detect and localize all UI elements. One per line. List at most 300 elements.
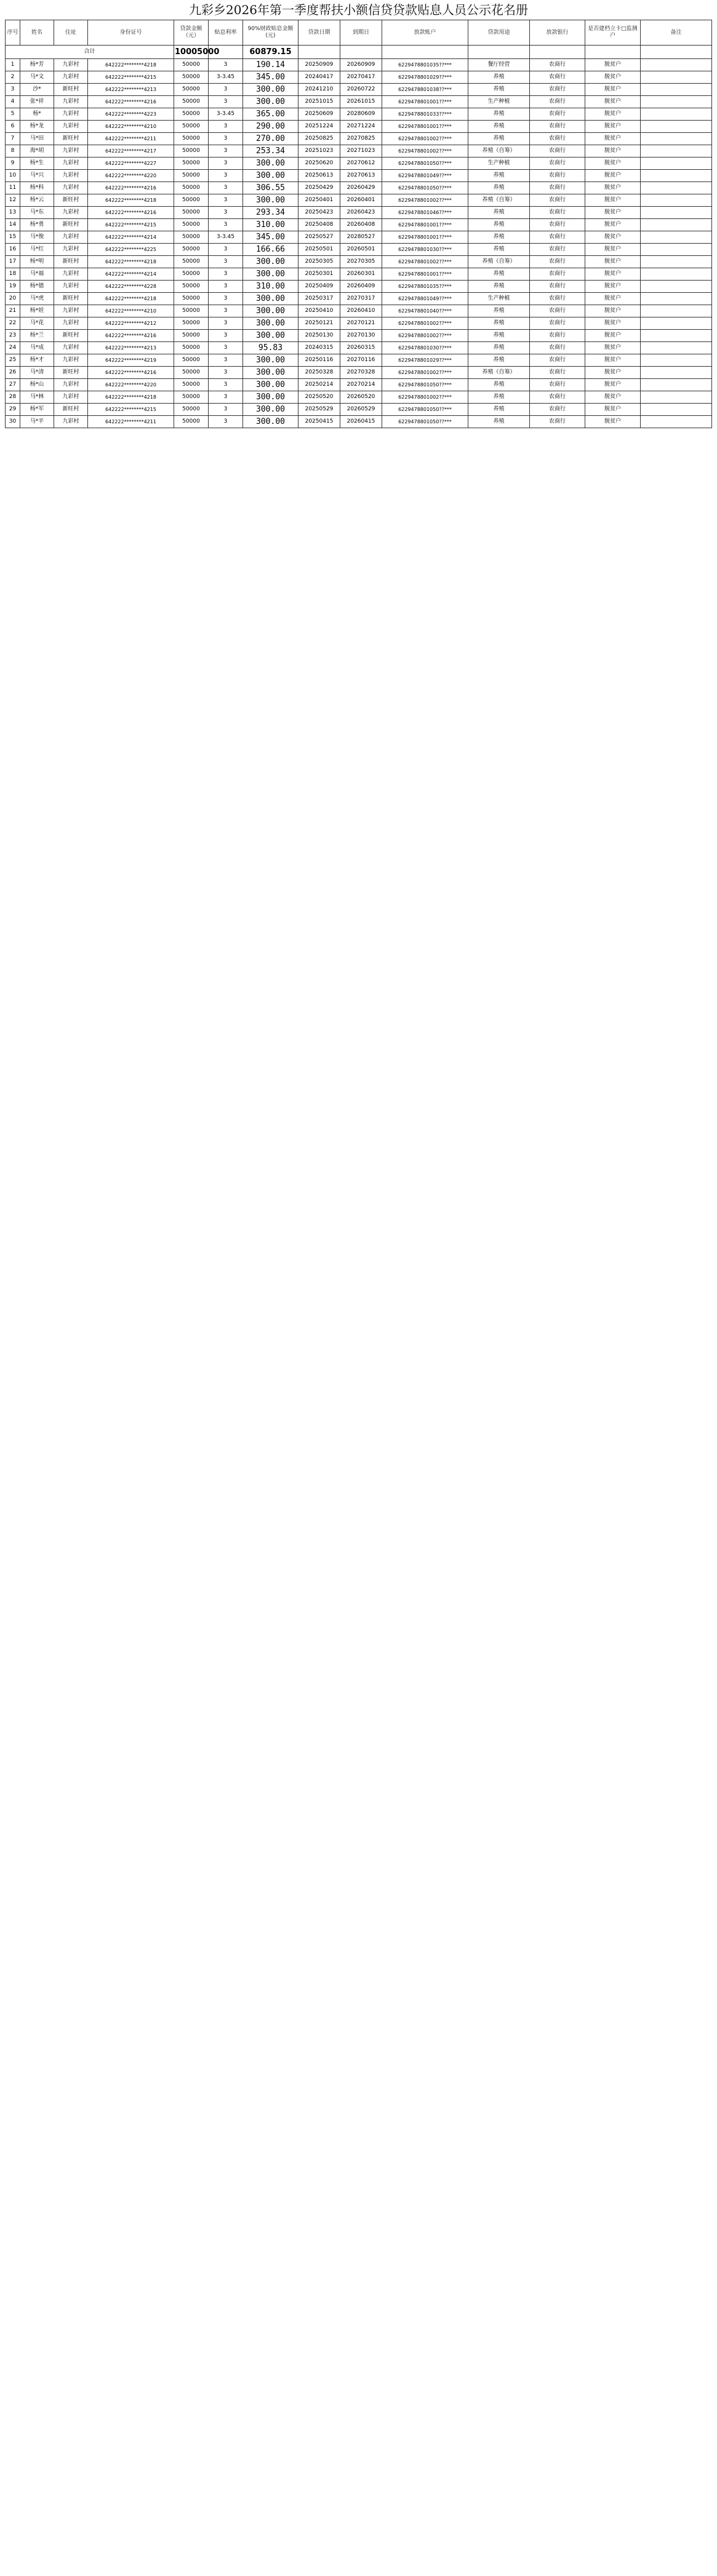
loan-purpose-cell: 养殖 [468, 305, 530, 317]
id-number-cell: 642222********4218 [88, 293, 174, 305]
row-index-cell: 28 [6, 391, 20, 404]
lending-bank-cell: 农商行 [530, 182, 585, 194]
loan-purpose-cell: 养殖 [468, 121, 530, 133]
household-type-cell: 脱贫户 [585, 108, 641, 121]
subsidy-amount-cell: 300.00 [243, 416, 298, 428]
account-number-cell: 6229478801030??*** [382, 342, 468, 354]
borrower-name-cell: 杨*兰 [20, 330, 54, 342]
household-type-cell: 脱贫户 [585, 379, 641, 391]
loan-amount-cell: 50000 [174, 342, 209, 354]
village-cell: 九彩村 [54, 71, 88, 84]
subsidy-amount-cell: 310.00 [243, 281, 298, 293]
id-number-cell: 642222********4216 [88, 182, 174, 194]
household-type-cell: 脱贫户 [585, 281, 641, 293]
table-row [6, 354, 712, 367]
table-row [6, 231, 712, 244]
account-number-cell: 6229478801001??*** [382, 96, 468, 108]
due-date-cell: 20271224 [340, 121, 382, 133]
row-index-cell: 26 [6, 367, 20, 379]
remark-cell [641, 367, 712, 379]
row-index-cell: 30 [6, 416, 20, 428]
row-index-cell: 16 [6, 244, 20, 256]
subsidy-amount-cell: 300.00 [243, 158, 298, 170]
total-label: 合计 [6, 46, 174, 59]
account-number-cell: 6229478801001??*** [382, 219, 468, 231]
id-number-cell: 642222********4228 [88, 281, 174, 293]
lending-bank-cell: 农商行 [530, 84, 585, 96]
row-index-cell: 24 [6, 342, 20, 354]
row-index-cell: 15 [6, 231, 20, 244]
remark-cell [641, 416, 712, 428]
id-number-cell: 642222********4214 [88, 231, 174, 244]
borrower-name-cell: 马*花 [20, 317, 54, 330]
empty-cell [641, 46, 712, 59]
account-number-cell: 6229478801002??*** [382, 330, 468, 342]
account-number-cell: 6229478801033??*** [382, 108, 468, 121]
subsidy-amount-cell: 345.00 [243, 231, 298, 244]
subsidy-amount-cell: 95.83 [243, 342, 298, 354]
lending-bank-cell: 农商行 [530, 342, 585, 354]
account-number-cell: 6229478801046??*** [382, 207, 468, 219]
account-number-cell: 6229478801040??*** [382, 305, 468, 317]
loan-amount-cell: 50000 [174, 354, 209, 367]
header-cell: 放款账户 [382, 20, 468, 46]
account-number-cell: 6229478801002??*** [382, 194, 468, 207]
loan-date-cell: 20250409 [298, 281, 340, 293]
loan-amount-cell: 50000 [174, 367, 209, 379]
interest-rate-cell: 3 [209, 379, 243, 391]
id-number-cell: 642222********4225 [88, 244, 174, 256]
empty-cell [298, 46, 340, 59]
id-number-cell: 642222********4217 [88, 145, 174, 158]
village-cell: 新旺村 [54, 404, 88, 416]
row-index-cell: 29 [6, 404, 20, 416]
account-number-cell: 6229478801002??*** [382, 256, 468, 268]
loan-amount-cell: 50000 [174, 330, 209, 342]
borrower-name-cell: 杨*科 [20, 182, 54, 194]
village-cell: 九彩村 [54, 170, 88, 182]
loan-purpose-cell: 养殖 [468, 404, 530, 416]
due-date-cell: 20260401 [340, 194, 382, 207]
village-cell: 九彩村 [54, 96, 88, 108]
borrower-name-cell: 马*文 [20, 71, 54, 84]
remark-cell [641, 121, 712, 133]
lending-bank-cell: 农商行 [530, 108, 585, 121]
total-subsidy: 60879.15 [243, 46, 298, 59]
subsidy-amount-cell: 300.00 [243, 367, 298, 379]
remark-cell [641, 293, 712, 305]
table-row [6, 71, 712, 84]
lending-bank-cell: 农商行 [530, 158, 585, 170]
table-row [6, 207, 712, 219]
account-number-cell: 6229478801050??*** [382, 182, 468, 194]
loan-purpose-cell: 养殖 [468, 219, 530, 231]
id-number-cell: 642222********4215 [88, 404, 174, 416]
household-type-cell: 脱贫户 [585, 59, 641, 71]
table-row [6, 293, 712, 305]
row-index-cell: 23 [6, 330, 20, 342]
loan-purpose-cell: 养殖 [468, 317, 530, 330]
id-number-cell: 642222********4214 [88, 268, 174, 281]
subsidy-amount-cell: 345.00 [243, 71, 298, 84]
remark-cell [641, 145, 712, 158]
loan-purpose-cell: 养殖 [468, 342, 530, 354]
interest-rate-cell: 3 [209, 84, 243, 96]
loan-date-cell: 20250529 [298, 404, 340, 416]
lending-bank-cell: 农商行 [530, 231, 585, 244]
subsidy-amount-cell: 300.00 [243, 194, 298, 207]
interest-rate-cell: 3 [209, 330, 243, 342]
loan-purpose-cell: 养殖 [468, 108, 530, 121]
borrower-name-cell: 杨*生 [20, 158, 54, 170]
household-type-cell: 脱贫户 [585, 219, 641, 231]
loan-purpose-cell: 养殖 [468, 207, 530, 219]
interest-rate-cell: 3 [209, 182, 243, 194]
village-cell: 新旺村 [54, 194, 88, 207]
borrower-name-cell: 杨*芳 [20, 59, 54, 71]
row-index-cell: 20 [6, 293, 20, 305]
loan-date-cell: 20250527 [298, 231, 340, 244]
subsidy-amount-cell: 290.00 [243, 121, 298, 133]
row-index-cell: 21 [6, 305, 20, 317]
interest-rate-cell: 3 [209, 342, 243, 354]
loan-date-cell: 20250130 [298, 330, 340, 342]
empty-cell [530, 46, 585, 59]
loan-amount-cell: 50000 [174, 404, 209, 416]
due-date-cell: 20270825 [340, 133, 382, 145]
village-cell: 九彩村 [54, 268, 88, 281]
interest-rate-cell: 3 [209, 96, 243, 108]
loan-purpose-cell: 餐厅经营 [468, 59, 530, 71]
subsidy-amount-cell: 293.34 [243, 207, 298, 219]
remark-cell [641, 379, 712, 391]
household-type-cell: 脱贫户 [585, 207, 641, 219]
table-row [6, 268, 712, 281]
loan-purpose-cell: 生产种植 [468, 293, 530, 305]
table-row [6, 317, 712, 330]
loan-purpose-cell: 养殖 [468, 133, 530, 145]
interest-rate-cell: 3 [209, 391, 243, 404]
subsidy-amount-cell: 300.00 [243, 354, 298, 367]
account-number-cell: 6229478801002??*** [382, 391, 468, 404]
interest-rate-cell: 3 [209, 293, 243, 305]
total-row [6, 46, 712, 59]
lending-bank-cell: 农商行 [530, 379, 585, 391]
row-index-cell: 22 [6, 317, 20, 330]
due-date-cell: 20280527 [340, 231, 382, 244]
remark-cell [641, 317, 712, 330]
table-row [6, 244, 712, 256]
due-date-cell: 20260415 [340, 416, 382, 428]
village-cell: 新旺村 [54, 256, 88, 268]
due-date-cell: 20270317 [340, 293, 382, 305]
borrower-name-cell: 杨*明 [20, 256, 54, 268]
id-number-cell: 642222********4216 [88, 96, 174, 108]
borrower-name-cell: 杨*德 [20, 281, 54, 293]
loan-amount-cell: 50000 [174, 293, 209, 305]
id-number-cell: 642222********4218 [88, 391, 174, 404]
row-index-cell: 5 [6, 108, 20, 121]
interest-rate-cell: 3 [209, 317, 243, 330]
loan-date-cell: 20250520 [298, 391, 340, 404]
lending-bank-cell: 农商行 [530, 207, 585, 219]
subsidy-amount-cell: 300.00 [243, 268, 298, 281]
loan-purpose-cell: 养殖 [468, 268, 530, 281]
remark-cell [641, 256, 712, 268]
due-date-cell: 20270613 [340, 170, 382, 182]
id-number-cell: 642222********4216 [88, 367, 174, 379]
header-cell: 贴息利率 [209, 20, 243, 46]
household-type-cell: 脱贫户 [585, 71, 641, 84]
interest-rate-cell: 3 [209, 256, 243, 268]
subsidy-amount-cell: 300.00 [243, 293, 298, 305]
header-cell: 贷款用途 [468, 20, 530, 46]
loan-date-cell: 20241210 [298, 84, 340, 96]
loan-amount-cell: 50000 [174, 391, 209, 404]
loan-amount-cell: 50000 [174, 219, 209, 231]
village-cell: 九彩村 [54, 354, 88, 367]
loan-date-cell: 20250410 [298, 305, 340, 317]
empty-cell [585, 46, 641, 59]
due-date-cell: 20270417 [340, 71, 382, 84]
id-number-cell: 642222********4215 [88, 219, 174, 231]
account-number-cell: 6229478801049??*** [382, 170, 468, 182]
lending-bank-cell: 农商行 [530, 121, 585, 133]
table-row [6, 133, 712, 145]
row-index-cell: 12 [6, 194, 20, 207]
remark-cell [641, 108, 712, 121]
household-type-cell: 脱贫户 [585, 354, 641, 367]
loan-date-cell: 20250401 [298, 194, 340, 207]
table-row [6, 158, 712, 170]
subsidy-amount-cell: 306.55 [243, 182, 298, 194]
table-row [6, 84, 712, 96]
loan-date-cell: 20250301 [298, 268, 340, 281]
id-number-cell: 642222********4223 [88, 108, 174, 121]
lending-bank-cell: 农商行 [530, 256, 585, 268]
account-number-cell: 6229478801001??*** [382, 231, 468, 244]
account-number-cell: 6229478801002??*** [382, 133, 468, 145]
row-index-cell: 7 [6, 133, 20, 145]
lending-bank-cell: 农商行 [530, 133, 585, 145]
due-date-cell: 20270328 [340, 367, 382, 379]
village-cell: 新旺村 [54, 367, 88, 379]
loan-date-cell: 20250613 [298, 170, 340, 182]
village-cell: 九彩村 [54, 121, 88, 133]
row-index-cell: 19 [6, 281, 20, 293]
due-date-cell: 20260909 [340, 59, 382, 71]
id-number-cell: 642222********4227 [88, 158, 174, 170]
loan-purpose-cell: 养殖 [468, 84, 530, 96]
household-type-cell: 脱贫户 [585, 293, 641, 305]
loan-amount-cell: 50000 [174, 244, 209, 256]
village-cell: 九彩村 [54, 244, 88, 256]
remark-cell [641, 219, 712, 231]
remark-cell [641, 305, 712, 317]
loan-date-cell: 20250214 [298, 379, 340, 391]
table-row [6, 145, 712, 158]
account-number-cell: 6229478801029??*** [382, 354, 468, 367]
household-type-cell: 脱贫户 [585, 231, 641, 244]
village-cell: 九彩村 [54, 342, 88, 354]
loan-amount-cell: 50000 [174, 416, 209, 428]
lending-bank-cell: 农商行 [530, 59, 585, 71]
loan-amount-cell: 50000 [174, 207, 209, 219]
household-type-cell: 脱贫户 [585, 256, 641, 268]
header-cell: 90%财政贴息金额(元) [243, 20, 298, 46]
id-number-cell: 642222********4213 [88, 342, 174, 354]
loan-amount-cell: 50000 [174, 182, 209, 194]
loan-amount-cell: 50000 [174, 59, 209, 71]
total-amount: 10005000 [174, 46, 209, 59]
lending-bank-cell: 农商行 [530, 404, 585, 416]
due-date-cell: 20260529 [340, 404, 382, 416]
household-type-cell: 脱贫户 [585, 268, 641, 281]
lending-bank-cell: 农商行 [530, 281, 585, 293]
village-cell: 九彩村 [54, 108, 88, 121]
table-row [6, 256, 712, 268]
id-number-cell: 642222********4212 [88, 317, 174, 330]
due-date-cell: 20261015 [340, 96, 382, 108]
remark-cell [641, 244, 712, 256]
id-number-cell: 642222********4213 [88, 84, 174, 96]
household-type-cell: 脱贫户 [585, 96, 641, 108]
loan-date-cell: 20250501 [298, 244, 340, 256]
due-date-cell: 20260520 [340, 391, 382, 404]
interest-rate-cell: 3-3.45 [209, 231, 243, 244]
loan-purpose-cell: 养殖 [468, 354, 530, 367]
subsidy-amount-cell: 300.00 [243, 305, 298, 317]
loan-purpose-cell: 养殖 [468, 416, 530, 428]
loan-amount-cell: 50000 [174, 194, 209, 207]
household-type-cell: 脱贫户 [585, 170, 641, 182]
id-number-cell: 642222********4218 [88, 194, 174, 207]
id-number-cell: 642222********4210 [88, 305, 174, 317]
row-index-cell: 11 [6, 182, 20, 194]
loan-date-cell: 20240417 [298, 71, 340, 84]
village-cell: 新旺村 [54, 219, 88, 231]
remark-cell [641, 194, 712, 207]
loan-purpose-cell: 养殖 [468, 231, 530, 244]
loan-date-cell: 20250328 [298, 367, 340, 379]
loan-date-cell: 20240315 [298, 342, 340, 354]
table-row [6, 194, 712, 207]
interest-rate-cell: 3 [209, 281, 243, 293]
loan-purpose-cell: 养殖 [468, 182, 530, 194]
row-index-cell: 2 [6, 71, 20, 84]
loan-date-cell: 20250825 [298, 133, 340, 145]
lending-bank-cell: 农商行 [530, 330, 585, 342]
row-index-cell: 27 [6, 379, 20, 391]
row-index-cell: 6 [6, 121, 20, 133]
account-number-cell: 6229478801002??*** [382, 145, 468, 158]
borrower-name-cell: 沙* [20, 84, 54, 96]
table-row [6, 330, 712, 342]
household-type-cell: 脱贫户 [585, 404, 641, 416]
lending-bank-cell: 农商行 [530, 268, 585, 281]
borrower-name-cell: 马*田 [20, 133, 54, 145]
loan-purpose-cell: 养殖 [468, 379, 530, 391]
account-number-cell: 6229478801029??*** [382, 71, 468, 84]
borrower-name-cell: 杨*军 [20, 404, 54, 416]
account-number-cell: 6229478801049??*** [382, 293, 468, 305]
subsidy-amount-cell: 300.00 [243, 379, 298, 391]
remark-cell [641, 391, 712, 404]
borrower-name-cell: 杨*娃 [20, 305, 54, 317]
loan-purpose-cell: 养殖 [468, 281, 530, 293]
interest-rate-cell: 3 [209, 244, 243, 256]
household-type-cell: 脱贫户 [585, 391, 641, 404]
table-row [6, 367, 712, 379]
loan-date-cell: 20250429 [298, 182, 340, 194]
loan-purpose-cell: 养殖 [468, 330, 530, 342]
loan-amount-cell: 50000 [174, 121, 209, 133]
header-cell: 贷款金额（元） [174, 20, 209, 46]
loan-amount-cell: 50000 [174, 231, 209, 244]
header-cell: 序号 [6, 20, 20, 46]
table-row [6, 182, 712, 194]
borrower-name-cell: 马*清 [20, 367, 54, 379]
header-row [6, 20, 712, 46]
empty-cell [468, 46, 530, 59]
due-date-cell: 20260722 [340, 84, 382, 96]
loan-purpose-cell: 养殖（自筹） [468, 145, 530, 158]
subsidy-amount-cell: 270.00 [243, 133, 298, 145]
due-date-cell: 20260410 [340, 305, 382, 317]
due-date-cell: 20271023 [340, 145, 382, 158]
borrower-name-cell: 马*成 [20, 342, 54, 354]
header-cell: 住址 [54, 20, 88, 46]
village-cell: 九彩村 [54, 182, 88, 194]
loan-date-cell: 20251224 [298, 121, 340, 133]
table-row [6, 219, 712, 231]
header-cell: 身份证号 [88, 20, 174, 46]
household-type-cell: 脱贫户 [585, 367, 641, 379]
account-number-cell: 6229478801035??*** [382, 281, 468, 293]
loan-date-cell: 20251015 [298, 96, 340, 108]
table-row [6, 281, 712, 293]
household-type-cell: 脱贫户 [585, 121, 641, 133]
village-cell: 新旺村 [54, 293, 88, 305]
id-number-cell: 642222********4220 [88, 170, 174, 182]
interest-rate-cell: 3 [209, 207, 243, 219]
remark-cell [641, 59, 712, 71]
table-row [6, 59, 712, 71]
borrower-name-cell: 马*平 [20, 416, 54, 428]
interest-rate-cell: 3-3.45 [209, 71, 243, 84]
empty-cell [340, 46, 382, 59]
due-date-cell: 20260315 [340, 342, 382, 354]
borrower-name-cell: 杨*云 [20, 194, 54, 207]
loan-purpose-cell: 养殖（自筹） [468, 367, 530, 379]
loan-date-cell: 20250116 [298, 354, 340, 367]
table-row [6, 416, 712, 428]
subsidy-amount-cell: 300.00 [243, 391, 298, 404]
subsidy-amount-cell: 365.00 [243, 108, 298, 121]
lending-bank-cell: 农商行 [530, 194, 585, 207]
lending-bank-cell: 农商行 [530, 219, 585, 231]
loan-date-cell: 20250415 [298, 416, 340, 428]
row-index-cell: 13 [6, 207, 20, 219]
borrower-name-cell: 杨*龙 [20, 121, 54, 133]
row-index-cell: 18 [6, 268, 20, 281]
village-cell: 九彩村 [54, 145, 88, 158]
remark-cell [641, 404, 712, 416]
interest-rate-cell: 3 [209, 305, 243, 317]
row-index-cell: 4 [6, 96, 20, 108]
id-number-cell: 642222********4220 [88, 379, 174, 391]
village-cell: 九彩村 [54, 379, 88, 391]
